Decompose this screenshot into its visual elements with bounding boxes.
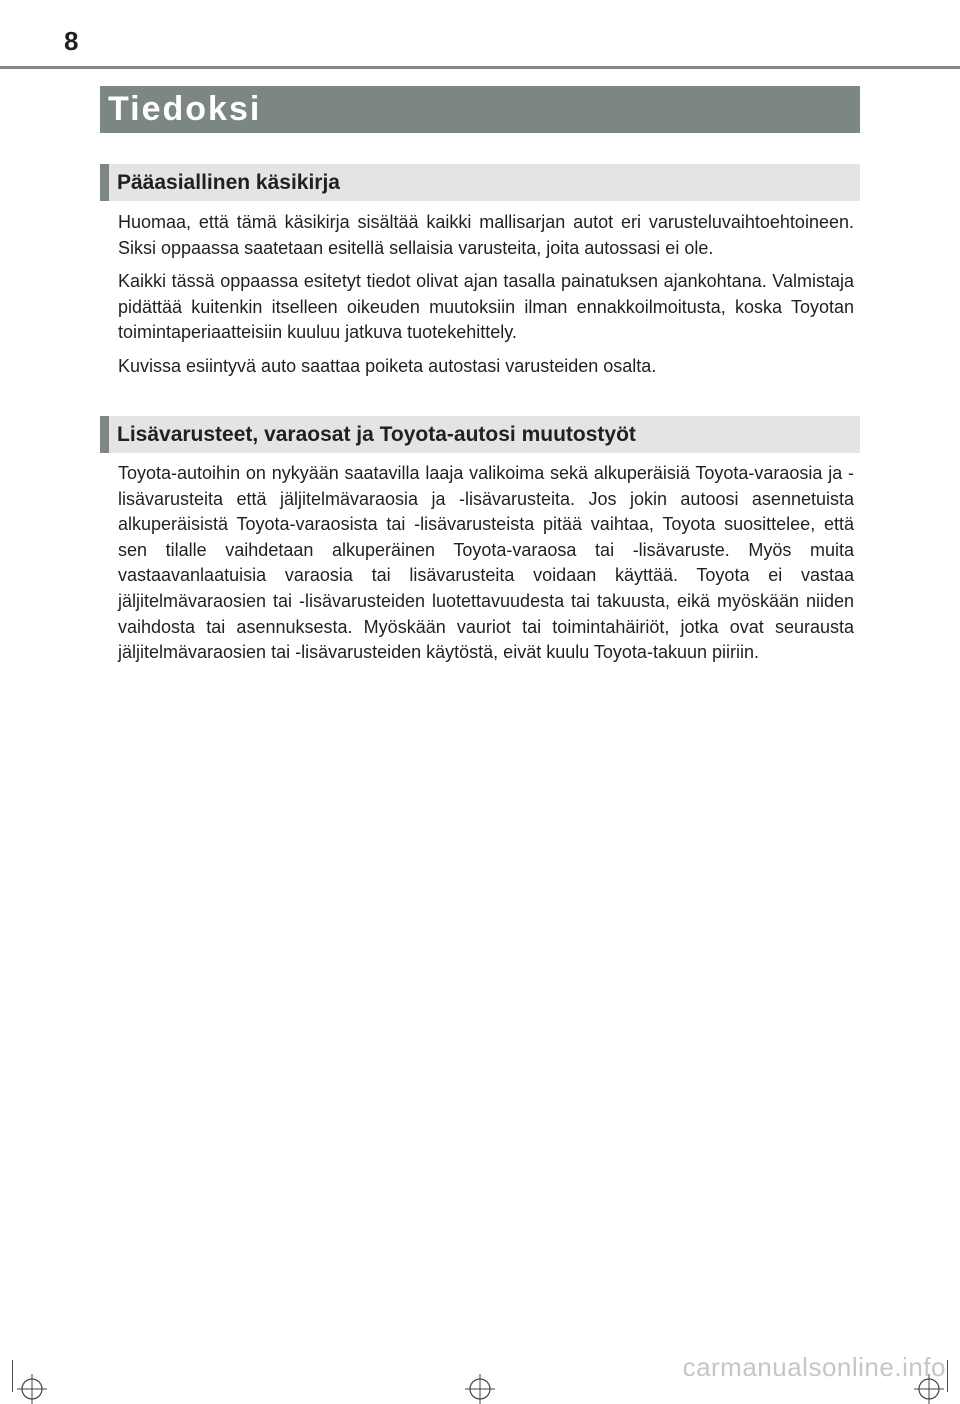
page-number: 8: [64, 26, 79, 56]
header-rule: [0, 66, 960, 69]
section-accent: [100, 416, 109, 453]
chapter-header: [100, 86, 860, 133]
crosshair-circle-icon: [465, 1374, 495, 1404]
section-title: Pääasiallinen käsikirja: [117, 171, 340, 194]
crop-mark: [947, 1360, 948, 1392]
section-accent: [100, 164, 109, 201]
chapter-title: Tiedoksi: [108, 90, 262, 128]
section-body-main-manual: [118, 210, 854, 388]
paragraph: Toyota-autoihin on nykyään saatavilla laaja valikoima sekä alkuperäisiä Toyota-varaosia ja -lisävarusteita että jäljitelmävaraosia ja -lisävarusteita. Jos jokin autoosi asennetuista alkuperäisistä Toyota-varaosista tai -lisävarusteista pitää vaihtaa, Toyota suosittelee, että sen tilalle vaihdetaan alkuperäinen Toyota-varaosa tai -lisävaruste. Myös muita vastaavanlaatuisia varaosia tai lisävarusteita voidaan käyttää. Toyota ei vastaa jäljitelmävaraosien tai -lisävarusteiden luotettavuudesta tai takuusta, eikä myöskään niiden vaihdosta tai asennuksesta. Myöskään vauriot tai toimintahäiriöt, jotka ovat seurausta jäljitelmävaraosien tai -lisävarusteiden käytöstä, eivät kuulu Toyota-takuun piiriin.: [118, 463, 854, 663]
crop-mark: [12, 1360, 13, 1392]
paragraph: Kuvissa esiintyvä auto saattaa poiketa autostasi varusteiden osalta.: [118, 355, 657, 376]
section-header-accessories: [100, 416, 860, 453]
paragraph: Huomaa, että tämä käsikirja sisältää kaikki mallisarjan autot eri varusteluvaihtoehtoineen. Siksi oppaassa saatetaan esitellä sellaisia varusteita, joita autossasi ei ole.: [118, 212, 854, 258]
section-title: Lisävarusteet, varaosat ja Toyota-autosi muutostyöt: [117, 423, 636, 446]
paragraph: Kaikki tässä oppaassa esitetyt tiedot olivat ajan tasalla painatuksen ajankohtana. Valmistaja pidättää kuitenkin itselleen oikeuden muutoksiin ilman ennakkoilmoitusta, koska Toyotan toimintaperiaatteisiin kuuluu jatkuva tuotekehittely.: [118, 271, 854, 343]
section-body-accessories: [118, 461, 854, 674]
crosshair-circle-icon: [17, 1374, 47, 1404]
watermark: carmanualsonline.info: [682, 1352, 946, 1382]
section-header-main-manual: [100, 164, 860, 201]
